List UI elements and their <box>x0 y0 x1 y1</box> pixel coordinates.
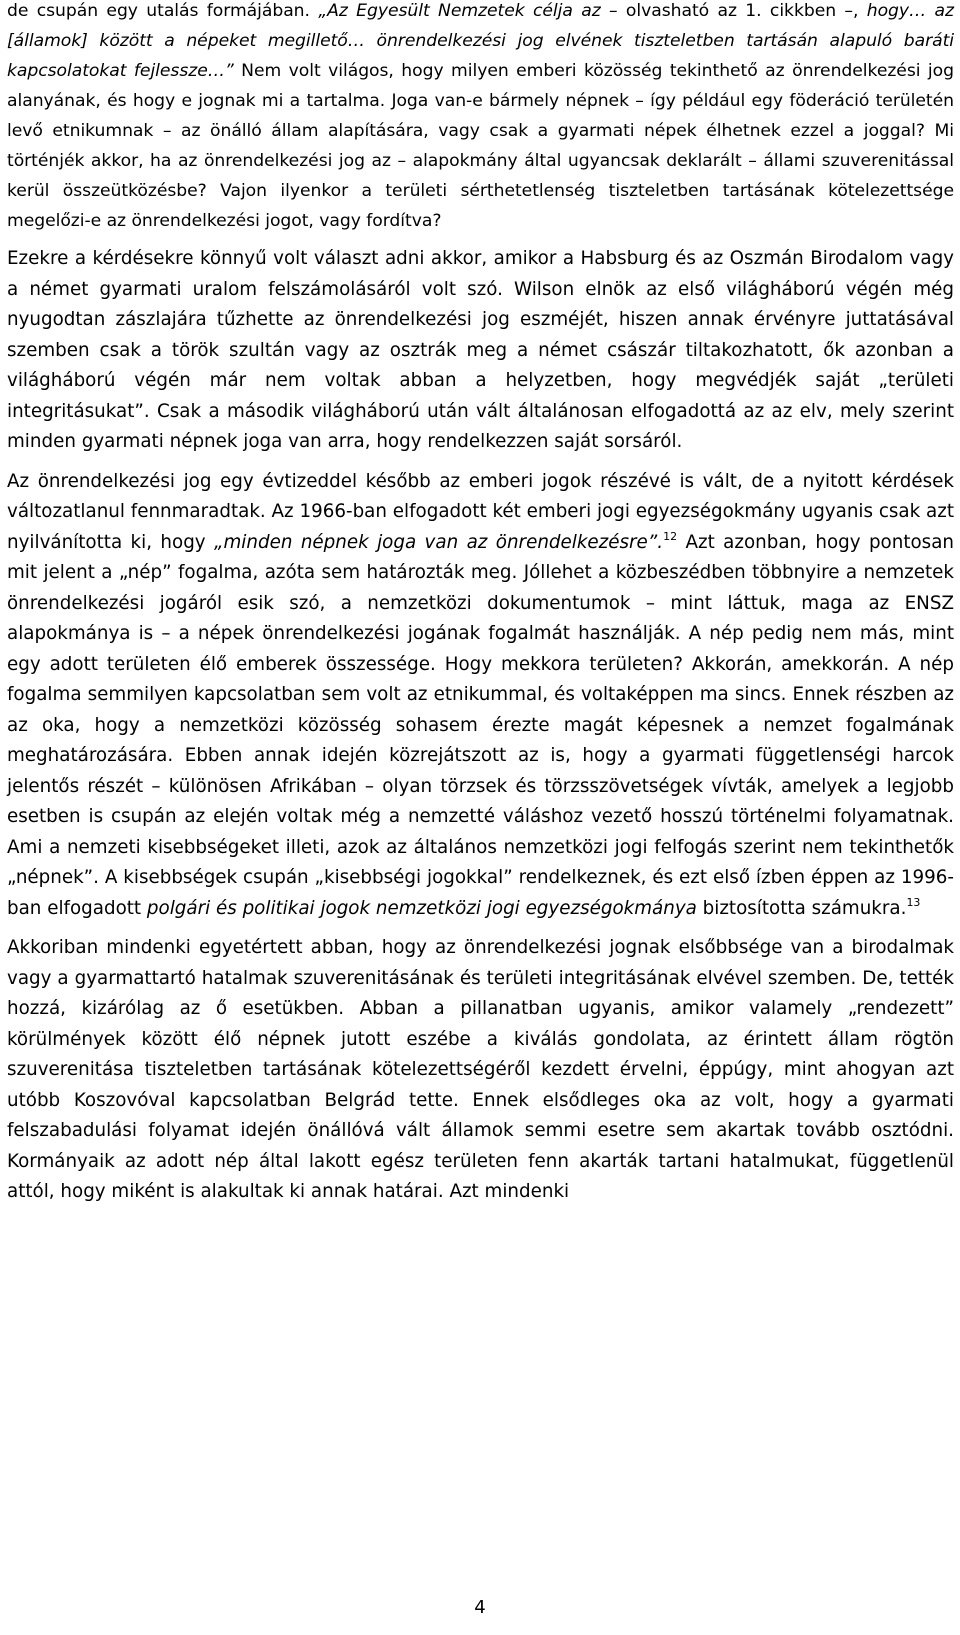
quote-opening: „Az Egyesült Nemzetek célja az <box>318 1 601 21</box>
paragraph-sovereignty <box>7 933 954 1208</box>
paragraph-text: de csupán egy utalás formájában. <box>7 1 319 21</box>
quote-charter-article: hogy… az [államok] között a népeket megillető… önrendelkezési jog elvének tiszteletben tartásán alapuló baráti kapcsolatokat fejlessze…” <box>7 1 954 81</box>
paragraph-history <box>7 244 954 458</box>
paragraph-text: Azt azonban, hogy pontosan mit jelent a „nép” fogalma, azóta sem határozták meg. Jóllehet a közbeszédben többnyire a nemzetek önrendelkezési jogáról esik szó, a nemzetközi dokumentumok – mint láttuk, maga az ENSZ alapokmánya is – a népek önrendelkezési jogának fogalmát használják. A nép pedig nem más, mint egy adott területen élő emberek összessége. Hogy mekkora területen? Akkorán, amekkorán. A nép fogalma semmilyen kapcsolatban sem volt az etnikummal, és voltaképpen ma sincs. Ennek részben az az oka, hogy a nemzetközi közösség sohasem érezte magát képesnek a nemzet fogalmának meghatározására. Ebben annak idején közrejátszott az is, hogy a gyarmati függetlenségi harcok jelentős részét – különösen Afrikában – olyan törzsek és törzsszövetségek vívták, amelyek a legjobb esetben is csupán az elején voltak még a nemzetté váláshoz vezető hosszú történelmi folyamatnak. Ami a nemzeti kisebbségeket illeti, azok az általános nemzetközi jogi felfogás szerint nem tekinthetők „népnek”. A kisebbségek csupán „kisebbségi jogokkal” rendelkeznek, és ezt első ízben éppen az 1996-ban elfogadott <box>7 531 954 919</box>
footnote-marker-13: 13 <box>906 895 921 909</box>
quote-covenant: „minden népnek joga van az önrendelkezésre”. <box>214 531 664 553</box>
paragraph-text: Az önrendelkezési jog egy évtizeddel később az emberi jogok részévé is vált, de a nyitott kérdések változatlanul fennmaradtak. Az 1966-ban elfogadott két emberi jogi egyezségokmány ugyanis csak azt nyilvánította ki, hogy <box>7 470 954 553</box>
paragraph-text: Nem volt világos, hogy milyen emberi közösség tekinthető az önrendelkezési jog alanyának, és hogy e jognak mi a tartalma. Joga van-e bármely népnek – így például egy föderáció területén levő etnikumnak – az önálló állam alapítására, vagy csak a gyarmati népek élhetnek ezzel a joggal? Mi történjék akkor, ha az önrendelkezési jog az – alapokmány által ugyancsak deklarált – állami szuverenitással kerül összeütközésbe? Vajon ilyenkor a területi sérthetetlenség tiszteletben tartásának kötelezettsége megelőzi-e az önrendelkezési jogot, vagy fordítva? <box>7 61 954 231</box>
paragraph-text: – olvasható az 1. cikkben –, <box>600 1 867 21</box>
paragraph-text: Akkoriban mindenki egyetértett abban, hogy az önrendelkezési jognak elsőbbsége van a birodalmak vagy a gyarmattartó hatalmak szuverenitásának és területi integritásának elvével szemben. De, tették hozzá, kizárólag az ő esetükben. Abban a pillanatban ugyanis, amikor valamely „rendezett” körülmények között élő népnek jutott eszébe a kiválás gondolata, az érintett állam rögtön szuverenitása tiszteletben tartásának kötelezettségéről kezdett érvelni, éppúgy, mint ahogyan azt utóbb Koszovóval kapcsolatban Belgrád tette. Ennek elsődleges oka az volt, hogy a gyarmati felszabadulási folyamat idején önállóvá vált államok semmi esetre sem akartak tovább osztódni. Kormányaik az adott nép által lakott egész területen fenn akarták tartani hatalmukat, függetlenül attól, hogy miként is alakultak ki annak határai. Azt mindenki <box>7 937 954 1202</box>
covenant-title: polgári és politikai jogok nemzetközi jogi egyezségokmánya <box>146 897 697 919</box>
page-number: 4 <box>474 1597 486 1618</box>
paragraph-text: biztosította számukra. <box>696 897 907 919</box>
paragraph-un-charter <box>7 0 954 236</box>
paragraph-human-rights <box>7 467 954 925</box>
footnote-marker-12: 12 <box>663 529 678 543</box>
paragraph-text: Ezekre a kérdésekre könnyű volt választ adni akkor, amikor a Habsburg és az Oszmán Birodalom vagy a német gyarmati uralom felszámolásáról volt szó. Wilson elnök az első világháború végén még nyugodtan zászlajára tűzhette az önrendelkezési jog eszméjét, hiszen annak érvényre juttatásával szemben csak a török szultán vagy az osztrák meg a német császár tiltakozhatott, ők azonban a világháború végén már nem voltak abban a helyzetben, hogy megvédjék saját „területi integritásukat”. Csak a második világháború után vált általánosan elfogadottá az az elv, mely szerint minden gyarmati népnek joga van arra, hogy rendelkezzen saját sorsáról. <box>7 248 954 452</box>
